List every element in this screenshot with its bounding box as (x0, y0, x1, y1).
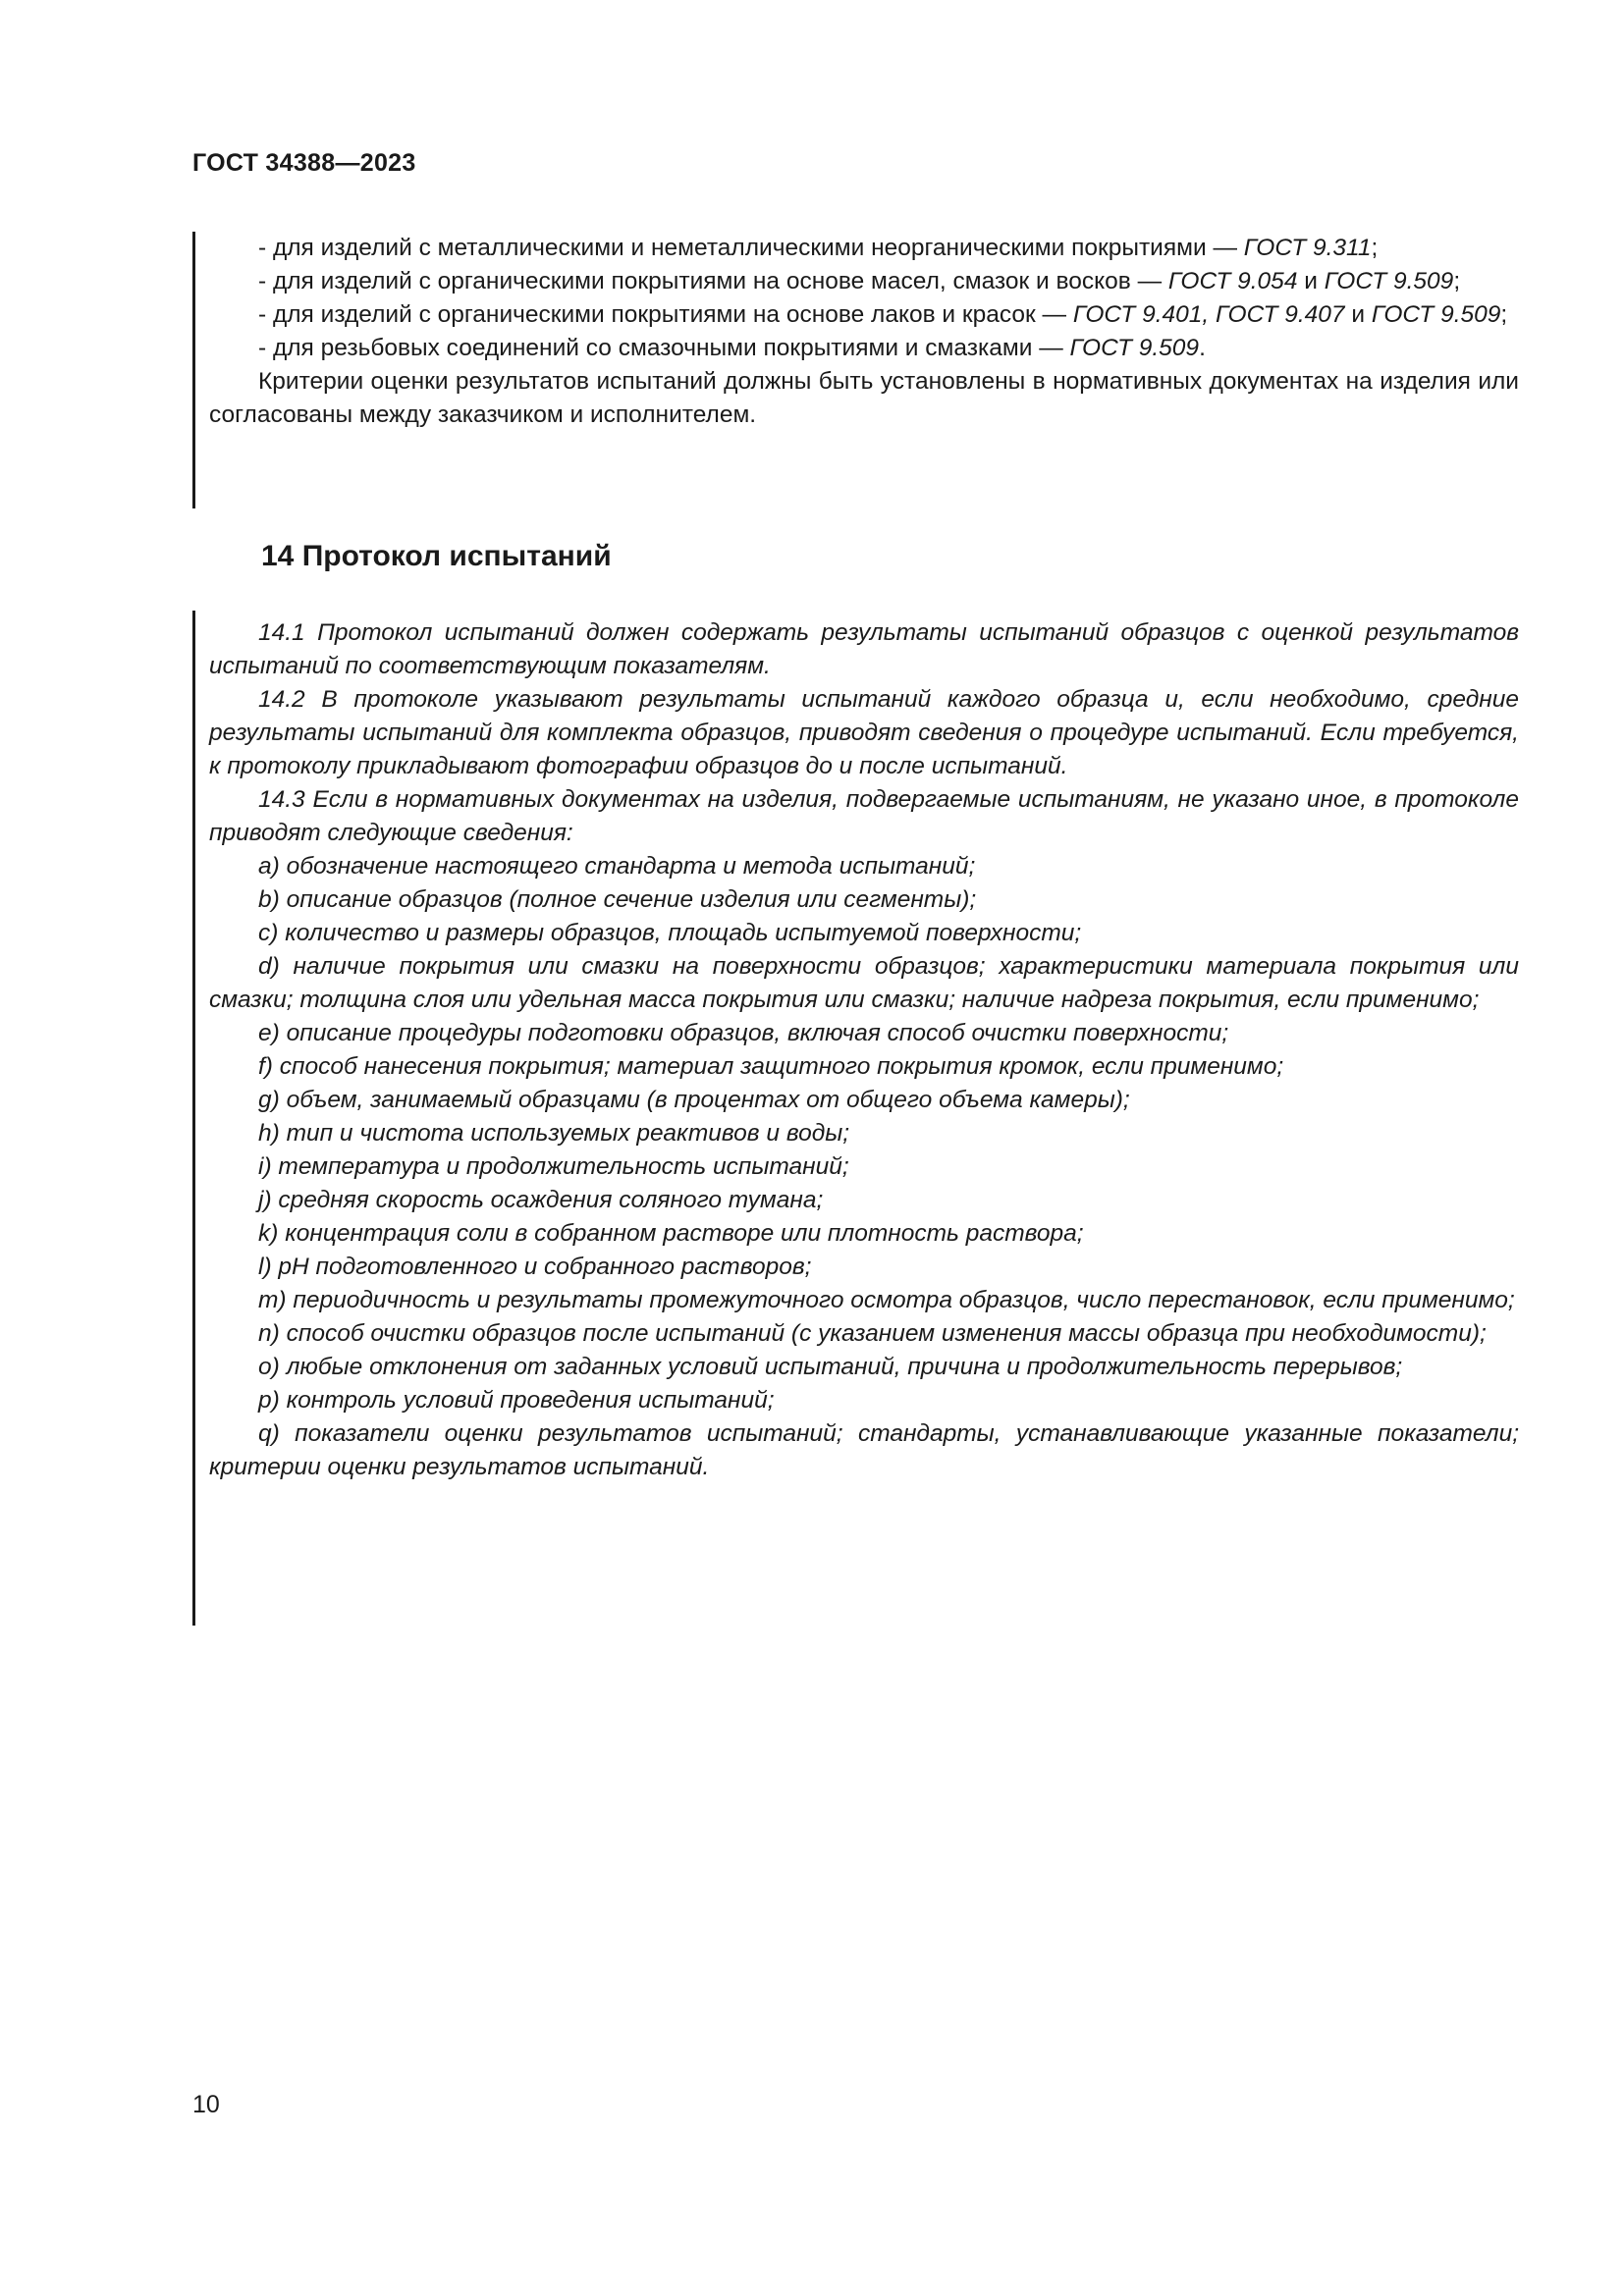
item-h: h) тип и чистота используемых реактивов и воды; (258, 1120, 850, 1147)
document-header: ГОСТ 34388—2023 (192, 149, 416, 177)
item-e: e) описание процедуры подготовки образцов, включая способ очистки поверхности; (258, 1020, 1229, 1046)
item-n: n) способ очистки образцов после испытаний (с указанием изменения массы образца при необходимости); (258, 1320, 1487, 1347)
revision-bar-top (192, 232, 195, 508)
item-i: i) температура и продолжительность испытаний; (258, 1153, 849, 1180)
item-a: a) обозначение настоящего стандарта и метода испытаний; (258, 853, 976, 880)
section-14-title: 14 Протокол испытаний (261, 540, 612, 572)
item-l: l) pH подготовленного и собранного растворов; (258, 1254, 812, 1280)
item-q: q) показатели оценки результатов испытаний; стандарты, устанавливающие указанные показатели; критерии оценки результатов испытаний. (209, 1420, 1519, 1480)
item-f: f) способ нанесения покрытия; материал защитного покрытия кромок, если применимо; (258, 1053, 1284, 1080)
item-g: g) объем, занимаемый образцами (в процентах от общего объема камеры); (258, 1087, 1130, 1113)
item-p: p) контроль условий проведения испытаний; (258, 1387, 775, 1414)
item-j: j) средняя скорость осаждения соляного тумана; (258, 1187, 824, 1213)
item-c: c) количество и размеры образцов, площадь испытуемой поверхности; (258, 920, 1082, 946)
item-o: o) любые отклонения от заданных условий испытаний, причина и продолжительность перерывов; (258, 1354, 1403, 1380)
item-b: b) описание образцов (полное сечение изделия или сегменты); (258, 886, 977, 913)
item-m: m) периодичность и результаты промежуточного осмотра образцов, число перестановок, если применимо; (258, 1287, 1515, 1313)
list-item-metal-coatings: - для изделий с металлическими и неметаллическими неорганическими покрытиями — ГОСТ 9.311; (258, 235, 1379, 261)
paragraph-14-2: 14.2 В протоколе указывают результаты испытаний каждого образца и, если необходимо, средние результаты испытаний для комплекта образцов, приводят сведения о процедуре испытаний. Если требуется, к протоколу прикладывают фотографии образцов до и после испытаний. (209, 686, 1519, 779)
requirements-list (209, 232, 1519, 432)
criteria-paragraph: Критерии оценки результатов испытаний должны быть установлены в нормативных документах на изделия или согласованы между заказчиком и исполнителем. (209, 368, 1519, 428)
section-14-body (209, 616, 1519, 1484)
paragraph-14-3: 14.3 Если в нормативных документах на изделия, подвергаемые испытаниям, не указано иное, в протоколе приводят следующие сведения: (209, 786, 1519, 846)
list-item-oil-coatings: - для изделий с органическими покрытиями на основе масел, смазок и восков — ГОСТ 9.054 и ГОСТ 9.509; (258, 268, 1461, 294)
list-item-paint-coatings: - для изделий с органическими покрытиями на основе лаков и красок — ГОСТ 9.401, ГОСТ 9.407 и ГОСТ 9.509; (258, 301, 1508, 328)
paragraph-14-1: 14.1 Протокол испытаний должен содержать результаты испытаний образцов с оценкой результатов испытаний по соответствующим показателям. (209, 619, 1519, 679)
revision-bar-section-14 (192, 611, 195, 1626)
list-item-threaded-joints: - для резьбовых соединений со смазочными покрытиями и смазками — ГОСТ 9.509. (258, 335, 1206, 361)
item-k: k) концентрация соли в собранном растворе или плотность раствора; (258, 1220, 1084, 1247)
item-d: d) наличие покрытия или смазки на поверхности образцов; характеристики материала покрытия или смазки; толщина слоя или удельная масса покрытия или смазки; наличие надреза покрытия, если применимо; (209, 953, 1519, 1013)
page-number: 10 (192, 2091, 220, 2118)
